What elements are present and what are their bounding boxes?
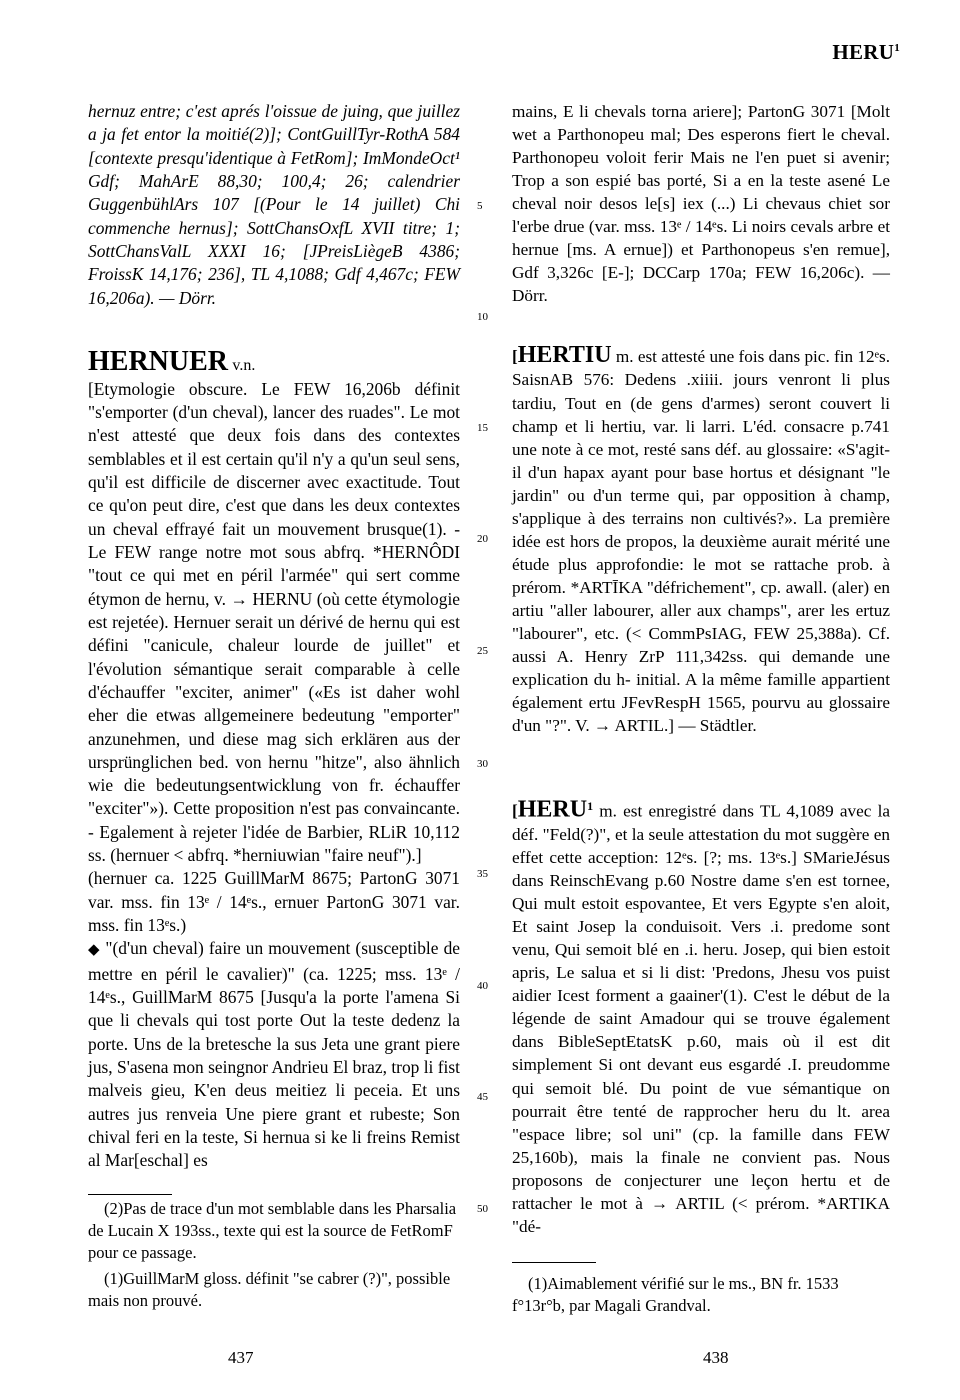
entry-head-hernuer: HERNUER [88,345,229,377]
entry-heru-text: m. est enregistré dans TL 4,1089 avec la déf. "Feld(?)", et la seule attestation du mot suggère en effet cette acception: 12ᵉs. [?; ms. 13ᵉs.] SMarieJésus dans ReinschEvang p.60 Nostre dame s'en est tornee, Qui mult estoit espovantee, Et vers Egypte s'en aloit, Et saint Josep la conduisoit. Vers .i. predome sont venu, Qui semoit blé en .i. heru. Josep, qui bien estoit apris, Le salua et si li dist: 'Predons, Jhesu vos puist aidier Icest forment a gaainer'(1). C'est le début de la légende de saint Amadour qui se trouve également dans BibleSeptEtatsK p.60, mais où il est dit simplement Si ont devant eus esgardé .I. preudomme qui semoit blé. Du point de vue sémantique on pourrait être tenté de rapprocher heru du lt. area "espace libre; sol uni" (cp. la famille dans FEW 25,160b), mais la finale ne convient pas. Nous proposons de conjecturer une leçon hertu et de rattacher le mot à → ARTIL (< prérom. *ARTIKA "dé- [512,801,890,1236]
spacer [512,307,890,343]
sense-paragraph [88,937,460,1172]
entry-head-heru-sup: 1 [587,799,594,814]
open-bracket: [ [512,347,518,367]
entry-hertiu-text: m. est attesté une fois dans pic. fin 12ᵉs. SaisnAB 576: Dedens .xiiii. jours venront li plus tardiu, Tout en (de gens d'armes) seront couvert li champ et li hertiu, var. li larri. L'éd. consacre p.741 une note à ce mot, resté sans déf. au glossaire: «S'agit-il d'un hapax ayant pour base hortus et désignant "le jardin" ou d'un terme qui, par opposition à champ, s'applique à des terrains non cultivés?». La première idée est hors de propos, la deuxième aurait mérité une étude plus approfondie: le mot se rattache prob. à prérom. *ARTĪKA "défrichement", cp. awall. (aler) en artiu "aller labourer, aller aux champs", arer les ertuz "labourer", etc. (< CommPsIAG, FEW 25,388a). Cf. aussi A. Henry ZrP 111,342ss. qui demande une explication du h- initial. A la même famille appartient également ertu JFevRespH 1565, pourvu au glossaire d'un "?". V. → ARTIL.] — Städtler. [512,347,891,736]
line-number: 10 [477,311,488,323]
open-bracket: [ [512,801,518,821]
part-of-speech: v.n. [232,356,256,374]
right-column [512,100,890,1238]
footnote: (2)Pas de trace d'un mot semblable dans les Pharsalia de Lucain X 193ss., texte qui est la source de FetRomF pour ce passage. [88,1199,457,1262]
line-number: 15 [477,422,488,434]
running-header-superscript: 1 [894,42,900,54]
entry-hertiu [512,343,890,737]
footnote: (1)Aimablement vérifié sur le ms., BN fr. 1533 f°13r°b, par Magali Grandval. [512,1274,839,1315]
line-number: 45 [477,1091,488,1103]
sense-text: "(d'un cheval) faire un mouvement (susceptible de mettre en péril le cavalier)" (ca. 1225; mss. 13ᵉ / 14ᵉs., GuillMarM 8675 [Jusqu'a la porte l'amena Si que li chevals qui tost porte Out la teste dedenz la porte. Uns de la bretesche la sus Jeta une grant piere jus, S'asena mon seingnor Andrieu El braz, trop li fist malveis gieu, K'en deus meitiez li peceia. Et uns autres jus renveia Une piere grant et rubeste; Son chival feri en la teste, Si hernua si ke li freins Remist al Mar[eschal] es [88,938,460,1171]
etymology-paragraph: [Etymologie obscure. Le FEW 16,206b définit "s'emporter (d'un cheval), lancer des ruades". Le mot n'est attesté que deux fois dans des contextes semblables et il est certain qu'il n'y a qu'un seul sens, qu'il est difficile de discerner avec exactitude. Tout ce qu'on peut dire, c'est que dans les deux contextes un cheval effrayé fait un mouvement brusque(1). - Le FEW range notre mot sous abfrq. *HERNÔDI "tout ce qui met en péril l'armée" qui sert comme étymon de hernu, v. → HERNU (où cette étymologie est rejetée). Hernuer serait un dérivé de hernu qui est défini "canicule, chaleur lourde de juillet" et l'évolution sémantique serait comparable à celle d'échauffer "exciter, animer" («Es ist daher wohl eher die etwas allgemeinere bedeutung "emporter" anzunehmen, und diese mag sich erklären aus der ursprünglichen bed. von hernu "hitze", also ähnlich wie die bedeutungsentwicklung von fr. échauffer "exciter"»). Cette proposition n'est pas convaincante. - Egalement à rejeter l'idée de Barbier, RLiR 10,112 ss. (hernuer < abfrq. *herniuwian "faire neuf").] [88,378,460,866]
page-number-left: 437 [228,1348,254,1367]
line-number: 40 [477,980,488,992]
left-column [88,100,460,1172]
spacer [512,737,890,795]
footnote-rule [88,1194,172,1195]
forms-paragraph: (hernuer ca. 1225 GuillMarM 8675; PartonG 3071 var. mss. fin 13ᵉ / 14ᵉs., ernuer PartonG 3071 var. mss. fin 13ᵉs.) [88,868,460,935]
running-header-word: HERU [832,40,895,64]
diamond-bullet-icon: ◆ [88,942,101,959]
footnote-rule [512,1262,596,1263]
line-number: 50 [477,1203,488,1215]
spacer [88,310,460,346]
line-number: 35 [477,868,488,880]
entry-head-hertiu: HERTIU [517,342,612,369]
line-number: 30 [477,758,488,770]
line-number: 25 [477,645,488,657]
entry-head-heru: HERU [517,796,588,823]
footnote: (1)GuillMarM gloss. définit "se cabrer (?)", possible mais non prouvé. [88,1269,451,1310]
line-number: 20 [477,533,488,545]
continued-citation: hernuz entre; c'est aprés l'oissue de juing, que juillez a ja fet entor la moitié(2)]; ContGuillTyr-RothA 584 [contexte presqu'identique à FetRom]; ImMondeOct¹ Gdf; MahArE 88,30; 100,4; 26; calendrier GuggenbühlArs 107 [(Pour le 14 juillet) Chi commenche hernus]; SottChansOxfL XVII titre; 1; SottChansValL XXXI 16; [JPreisLiègeB 4386; FroissK 14,176; 236], TL 4,1088; Gdf 4,467c; FEW 16,206a). — Dörr. [88,101,460,308]
line-number: 5 [477,200,483,212]
page-number-right: 438 [703,1348,729,1367]
entry-heading [88,346,460,378]
running-header [832,40,900,65]
entry-heru [512,795,890,1238]
footnotes-left [88,1198,460,1316]
continued-citation-right: mains, E li chevals torna ariere]; PartonG 3071 [Molt wet a Parthonopeu mal; Des esperons fiert le cheval. Parthonopeu voloit ferir Mais ne l'en puet si avenir; Trop a son espié bas porté, Si a en la teste asené Le cheval noir desos le[s] iex (...) Li chevaus chiet sor l'erbe drue (var. mss. 13ᵉ / 14ᵉs. Li noirs cevals arbre et hernue [ms. A ernue]) et Parthonopeus s'en remue], Gdf 3,326c [E-]; DCCarp 170a; FEW 16,206c). — Dörr. [512,102,890,306]
footnotes-right [512,1273,890,1321]
